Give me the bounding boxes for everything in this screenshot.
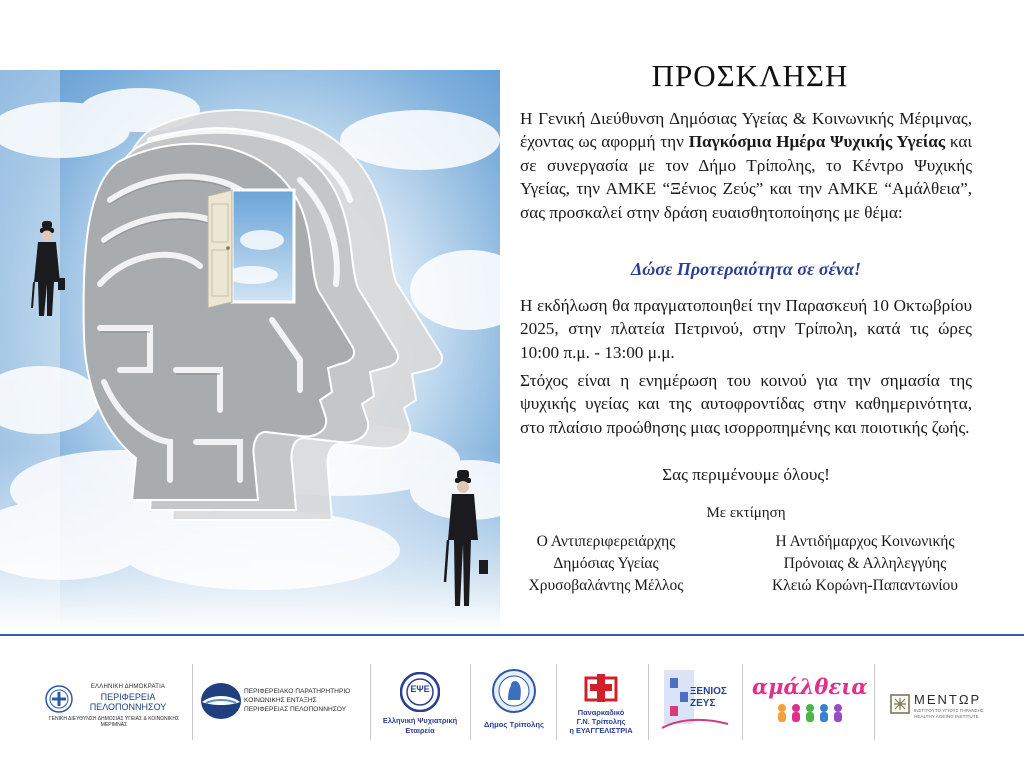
regards-line: Με εκτίμηση: [706, 505, 786, 521]
logo2-line2: ΚΟΙΝΩΝΙΚΗΣ ΕΝΤΑΞΗΣ: [244, 697, 317, 704]
logo8-line2: ΙΝΣΤΙΤΟΥΤΟ ΥΓΙΟΥΣ ΓΗΡΑΝΣΗΣ: [914, 708, 984, 713]
logo8-line1: MENTΩP: [914, 692, 982, 707]
logo-region-peloponnisos: [40, 656, 190, 746]
municipality-seal-icon: [492, 668, 536, 714]
signature-left: [486, 531, 726, 597]
logo-separator: [874, 664, 875, 740]
logo-mentor-institute: [880, 656, 1020, 746]
children-figures-icon: [774, 702, 844, 724]
intro-bold-event: Παγκόσμια Ημέρα Ψυχικής Υγείας: [688, 132, 946, 152]
logo1-line3: ΠΕΛΟΠΟΝΝΗΣΟΥ: [89, 702, 167, 712]
observatory-emblem-icon: [200, 682, 242, 720]
sig-left-dept: Δημόσιας Υγείας: [553, 555, 659, 572]
event-details-paragraph: Η εκδήλωση θα πραγματοποιηθεί την Παρασκευή 10 Οκτωβρίου 2025, στην πλατεία Πετρινού, στην Τρίπολη, κατά τις ώρες 10:00 π.μ. - 13:00 μ.μ.: [520, 296, 972, 362]
hospital-cross-icon: [584, 672, 618, 704]
logo-hellenic-psychiatric-association: [372, 656, 468, 746]
sig-right-name: Κλειώ Κορώνη-Παπαντωνίου: [772, 577, 958, 594]
mentor-emblem-icon: [890, 694, 910, 714]
logo3-line2: Εταιρεία: [405, 726, 435, 735]
partner-logos-strip: [0, 656, 1024, 746]
logo3-line1: Ελληνική Ψυχιατρική: [382, 716, 458, 725]
logo-social-inclusion-observatory: [198, 656, 366, 746]
logo-separator: [742, 664, 743, 740]
logo-separator: [192, 664, 193, 740]
logo5-line3: η ΕΥΑΓΓΕΛΙΣΤΡΙΑ: [569, 726, 633, 735]
invitation-title: ΠΡΟΣΚΛΗΣΗ: [651, 58, 849, 93]
sig-left-role: Ο Αντιπεριφερειάρχης: [536, 533, 676, 550]
logo1-line4: ΓΕΝΙΚΗ ΔΙΕΥΘΥΝΣΗ ΔΗΜΟΣΙΑΣ ΥΓΕΙΑΣ & ΚΟΙΝΩΝΙΚΗΣ ΜΕΡΙΜΝΑΣ: [48, 716, 180, 728]
maze-head-illustration: [0, 70, 500, 630]
intro-text-part1: Η Γενική Διεύθυνση Δημόσιας Υγείας & Κοινωνικής Μέριμνας, έχοντας ως αφορμή την: [520, 109, 972, 152]
sig-right-dept: Πρόνοιας & Αλληλεγγύης: [783, 555, 947, 572]
sig-right-role: Η Αντιδήμαρχος Κοινωνικής: [775, 533, 955, 550]
logo5-line2: Γ.Ν. Τρίπολης: [576, 717, 626, 726]
sig-left-name: Χρυσοβαλάντης Μέλλος: [528, 577, 684, 594]
logo-separator: [370, 664, 371, 740]
logo-municipality-tripoli: [474, 656, 554, 746]
logo5-line1: Παναρκαδικό: [577, 708, 625, 717]
logo7-line1: αμάλθεια: [752, 674, 868, 699]
logo-amaltheia: [746, 656, 870, 746]
campaign-slogan: Δώσε Προτεραιότητα σε σένα!: [631, 259, 861, 279]
logo4-line1: Δήμος Τρίπολης: [484, 720, 544, 729]
intro-text-part2: και σε συνεργασία με τον Δήμο Τρίπολης, το Κέντρο Ψυχικής Υγείας, την ΑΜΚΕ “Ξένιος Ζεύς” και την ΑΜΚΕ “Αμάλθεια”, σας προσκαλεί στην δράση ευαισθητοποίησης με θέμα:: [520, 132, 972, 222]
logo2-line1: ΠΕΡΙΦΕΡΕΙΑΚΟ ΠΑΡΑΤΗΡΗΤΗΡΙΟ: [244, 688, 351, 695]
greek-coat-of-arms-icon: [44, 684, 74, 714]
closing-line: Σας περιμένουμε όλους!: [662, 465, 830, 484]
logo-panarkadiko-hospital: [558, 656, 644, 746]
logo-separator: [556, 664, 557, 740]
footer-divider: [0, 634, 1024, 636]
logo1-line2: ΠΕΡΙΦΕΡΕΙΑ: [100, 692, 156, 702]
logo2-line3: ΠΕΡΙΦΕΡΕΙΑΣ ΠΕΛΟΠΟΝΝΗΣΟΥ: [244, 706, 347, 713]
logo8-line3: HEALTHY AGEING INSTITUTE: [914, 714, 979, 719]
logo-xenios-zeus: [652, 656, 738, 746]
signature-right: [745, 531, 985, 597]
goal-paragraph: Στόχος είναι η ενημέρωση του κοινού για την σημασία της ψυχικής υγείας και της αυτοφροντίδας στην καθημερινότητα, στο πλαίσιο προώθησης μιας ισορροπημένης και ποιοτικής ζωής.: [520, 371, 972, 437]
logo6-line2: ΖΕΥΣ: [690, 698, 716, 709]
logo-separator: [470, 664, 471, 740]
intro-paragraph: [520, 107, 972, 224]
logo6-line1: ΞΕΝΙΟΣ: [690, 686, 727, 697]
logo-separator: [648, 664, 649, 740]
logo3-mark: ΕΨΕ: [410, 684, 430, 694]
logo1-line1: ΕΛΛΗΝΙΚΗ ΔΗΜΟΚΡΑΤΙΑ: [90, 684, 166, 690]
